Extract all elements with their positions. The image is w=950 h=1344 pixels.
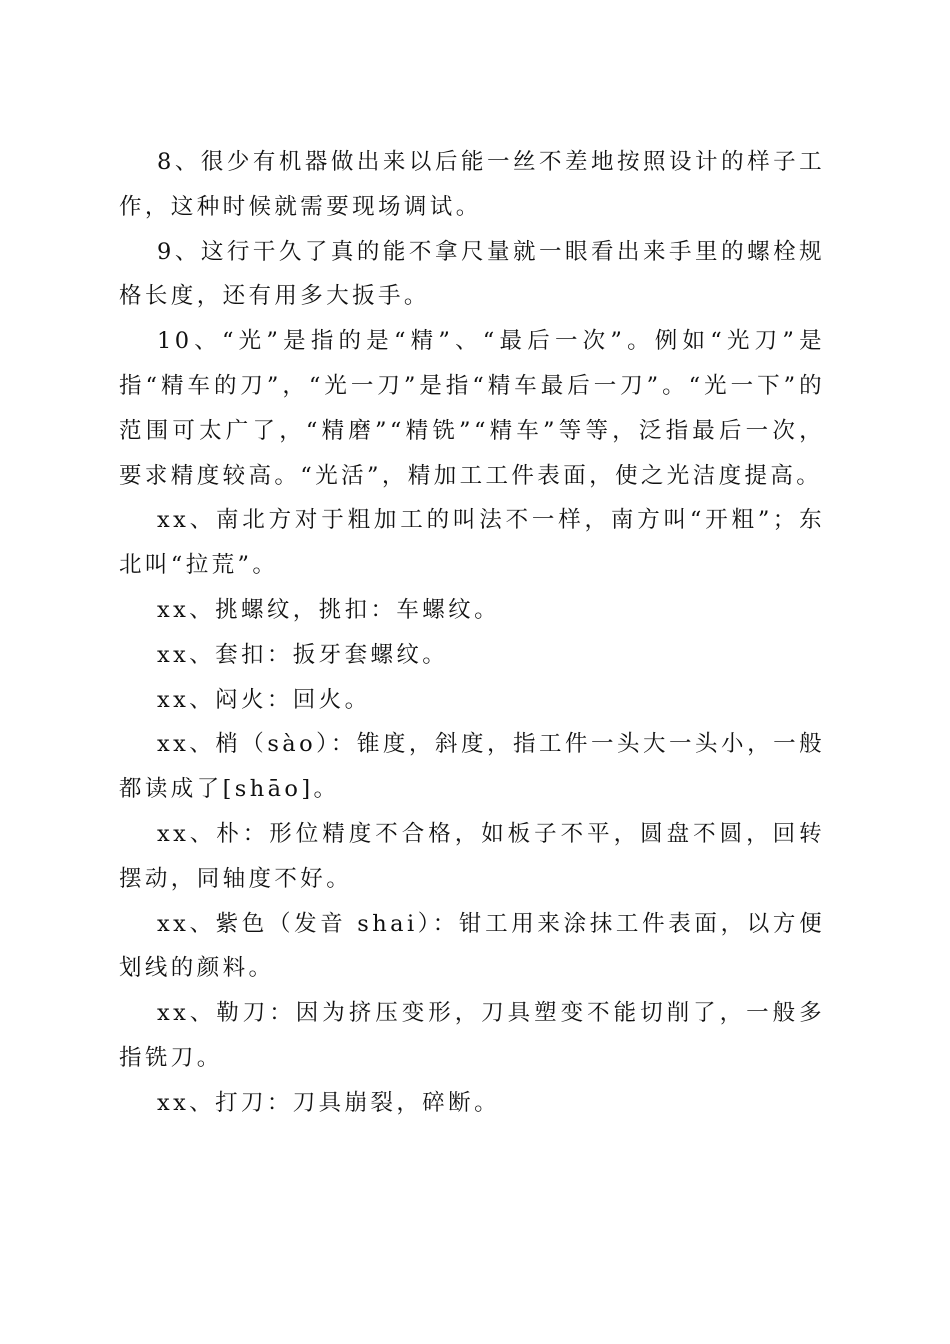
paragraph-marking-dye: xx、紫色（发音 shai）：钳工用来涂抹工件表面，以方便划线的颜料。 bbox=[119, 910, 825, 982]
paragraph-die-threading: xx、套扣：扳牙套螺纹。 bbox=[157, 641, 449, 668]
paragraph-tempering: xx、闷火：回火。 bbox=[157, 686, 371, 713]
paragraph-taper: xx、梢（sào）：锥度，斜度，指工件一头大一头小，一般都读成了[shāo]。 bbox=[119, 731, 825, 803]
paragraph-rough-machining: xx、南北方对于粗加工的叫法不一样，南方叫“开粗”；东北叫“拉荒”。 bbox=[119, 507, 825, 579]
paragraph-10: 10、“光”是指的是“精”、“最后一次”。例如“光刀”是指“精车的刀”，“光一刀”是指“精车最后一刀”。“光一下”的范围可太广了，“精磨”“精铣”“精车”等等，泛指最后一次，要求精度较高。“光活”，精加工工件表面，使之光洁度提高。 bbox=[119, 328, 825, 489]
paragraph-thread-turning: xx、挑螺纹，挑扣：车螺纹。 bbox=[157, 596, 500, 623]
paragraph-tolerance: xx、朴：形位精度不合格，如板子不平，圆盘不圆，回转摆动，同轴度不好。 bbox=[119, 820, 825, 892]
paragraph-tool-breakage: xx、打刀：刀具崩裂，碎断。 bbox=[157, 1089, 500, 1116]
document-body bbox=[119, 140, 825, 1126]
paragraph-tool-deformation: xx、勒刀：因为挤压变形，刀具塑变不能切削了，一般多指铣刀。 bbox=[119, 1000, 825, 1071]
paragraph-9: 9、这行干久了真的能不拿尺量就一眼看出来手里的螺栓规格长度，还有用多大扳手。 bbox=[119, 238, 825, 310]
paragraph-8: 8、很少有机器做出来以后能一丝不差地按照设计的样子工作，这种时候就需要现场调试。 bbox=[119, 149, 825, 220]
